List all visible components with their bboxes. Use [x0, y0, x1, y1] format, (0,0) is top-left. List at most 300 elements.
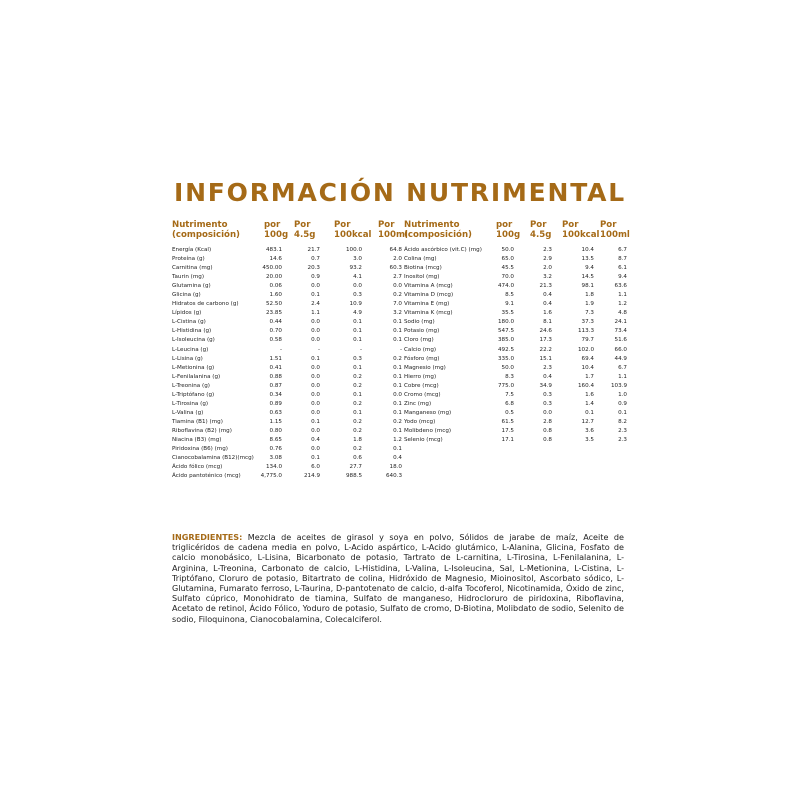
value-per-100ml: 640.3 [385, 473, 402, 480]
nutrient-name: Taurin (mg) [172, 274, 205, 281]
value-per-100kcal: 0.2 [353, 446, 362, 453]
value-per-4-5g: 0.3 [543, 391, 552, 398]
value-per-100ml: 0.1 [393, 319, 402, 326]
value-per-100ml: 0.1 [393, 382, 402, 389]
value-per-4-5g: 0.4 [543, 373, 552, 380]
table-row [404, 327, 629, 336]
table-row [404, 436, 629, 445]
value-per-100g: 1.60 [269, 292, 282, 299]
value-per-100kcal: 102.0 [577, 346, 594, 353]
value-per-100kcal: 1.7 [585, 373, 594, 380]
table-row [404, 246, 629, 255]
value-per-100kcal: 100.0 [345, 247, 362, 253]
table-row [172, 427, 404, 436]
value-per-100kcal: 4.9 [353, 310, 362, 317]
value-per-100kcal: 0.2 [353, 418, 362, 425]
value-per-100ml: 2.7 [393, 274, 402, 281]
value-per-100ml: 0.1 [618, 409, 627, 416]
value-per-100kcal: 13.5 [581, 256, 594, 263]
value-per-100kcal: 1.4 [585, 400, 594, 407]
value-per-100g: 775.0 [497, 382, 514, 389]
value-per-100g: 492.5 [497, 346, 514, 353]
value-per-100ml: 2.3 [618, 436, 627, 443]
value-per-100ml: 0.1 [393, 337, 402, 344]
value-per-100kcal: 0.1 [353, 328, 362, 335]
value-per-100ml: 66.0 [614, 346, 627, 353]
header-per-100kcal: Por 100kcal [334, 220, 372, 240]
nutrient-name: L-Cistina (g) [172, 319, 206, 326]
table-row [404, 391, 629, 400]
nutrition-table-left [172, 220, 408, 481]
value-per-4-5g: 0.0 [311, 409, 320, 416]
table-row [172, 355, 404, 364]
value-per-100ml: 0.0 [393, 391, 402, 398]
value-per-4-5g: 0.3 [543, 400, 552, 407]
nutrient-name: L-Metionina (g) [172, 364, 215, 371]
value-per-100g: 134.0 [265, 464, 282, 471]
value-per-100ml: 1.2 [393, 436, 402, 443]
value-per-4-5g: 0.4 [543, 292, 552, 299]
ingredients-text: Mezcla de aceites de girasol y soya en polvo, Sólidos de jarabe de maíz, Aceite de triglicéridos de cadena media en polvo, L-Acido aspártico, L-Acido glutámico, L-Alanina, Glicina, Fosfato de calcio monobásico, L-Lisina, Bicarbonato de potasio, Tartrato de L-carnitina, L-Tirosina, L-Fenilalanina, L-Arginina, L-Treonina, Carbonato de calcio, L-Histidina, L-Valina, L-Isoleucina, Sal, L-Metionina, L-Cistina, L-Triptófano, Cloruro de potasio, Bitartrato de colina, Hidróxido de Magnesio, Mioinositol, Ascorbato sódico, L-Glutamina, Fumarato ferroso, L-Taurina, D-pantotenato de calcio, d-alfa Tocoferol, Nicotinamida, Óxido de zinc, Sulfato cúprico, Monohidrato de tiamina, Sulfato de manganeso, Hidrocloruro de piridoxina, Riboflavina, Acetato de retinol, Ácido Fólico, Yoduro de potasio, Sulfato de cromo, D-Biotina, Molibdato de sodio, Selenito de sodio, Filoquinona, Cianocobalamina, Colecalciferol. [172, 532, 624, 624]
table-row [172, 309, 404, 318]
value-per-100g: 0.80 [269, 427, 282, 434]
value-per-100g: 6.8 [505, 400, 514, 407]
table-row [404, 364, 629, 373]
nutrient-name: Hidratos de carbono (g) [172, 301, 239, 308]
value-per-100kcal: 14.5 [581, 274, 594, 281]
value-per-100g: 547.5 [497, 328, 514, 335]
nutrient-name: Niacina (B3) (mg) [172, 436, 222, 443]
value-per-100kcal: 1.6 [585, 391, 594, 398]
value-per-100ml: 0.9 [618, 400, 627, 407]
value-per-100ml: 3.2 [393, 310, 402, 317]
value-per-100kcal: 0.0 [353, 283, 362, 290]
value-per-100ml: 73.4 [614, 328, 627, 335]
value-per-100g: 450.00 [262, 265, 282, 272]
table-row [404, 400, 629, 409]
nutrient-name: L-Tirosina (g) [172, 400, 209, 407]
value-per-4-5g: 0.8 [543, 427, 552, 434]
value-per-100g: 335.0 [497, 355, 514, 362]
value-per-4-5g: - [317, 346, 320, 353]
value-per-100g: 17.1 [501, 436, 514, 443]
nutrient-name: Sodio (mg) [404, 319, 435, 326]
value-per-100kcal: 0.1 [353, 337, 362, 344]
nutrient-name: Glutamina (g) [172, 283, 211, 290]
value-per-100kcal: 0.3 [353, 355, 362, 362]
header-per-4-5g: Por 4.5g [530, 220, 552, 240]
table-row [172, 282, 404, 291]
nutrient-name: L-Isoleucina (g) [172, 337, 215, 344]
value-per-4-5g: 2.4 [311, 301, 320, 308]
table-row [404, 318, 629, 327]
value-per-100g: 20.00 [265, 274, 282, 281]
value-per-4-5g: 0.0 [311, 364, 320, 371]
value-per-4-5g: 0.0 [311, 283, 320, 290]
value-per-100g: 70.0 [501, 274, 514, 281]
value-per-4-5g: 0.0 [311, 391, 320, 398]
value-per-100kcal: 0.2 [353, 427, 362, 434]
nutrient-name: L-Treonina (g) [172, 382, 210, 389]
value-per-100g: 483.1 [265, 247, 282, 253]
nutrient-name: Cloro (mg) [404, 337, 434, 344]
table-row [404, 346, 629, 355]
value-per-100kcal: 27.7 [349, 464, 362, 471]
table-row [404, 300, 629, 309]
value-per-4-5g: 1.6 [543, 310, 552, 317]
value-per-4-5g: 2.3 [543, 247, 552, 253]
value-per-4-5g: 214.9 [303, 473, 320, 480]
value-per-100kcal: 0.2 [353, 382, 362, 389]
value-per-100g: 35.5 [501, 310, 514, 317]
ingredients-paragraph [172, 532, 624, 624]
value-per-4-5g: 2.8 [543, 418, 552, 425]
value-per-100g: 8.5 [505, 292, 514, 299]
value-per-100ml: 9.4 [618, 274, 627, 281]
value-per-100kcal: 0.2 [353, 373, 362, 380]
value-per-100g: 180.0 [497, 319, 514, 326]
value-per-4-5g: 15.1 [539, 355, 552, 362]
value-per-100g: 0.34 [269, 391, 282, 398]
value-per-100g: 385.0 [497, 337, 514, 344]
value-per-100ml: 1.0 [618, 391, 627, 398]
nutrient-name: L-Histidina (g) [172, 328, 212, 335]
value-per-4-5g: 3.2 [543, 274, 552, 281]
value-per-100ml: 64.8 [389, 247, 402, 253]
value-per-100g: 0.88 [269, 373, 282, 380]
value-per-100ml: 24.1 [614, 319, 627, 326]
nutrient-name: L-Fenilalanina (g) [172, 373, 221, 380]
table-row [172, 454, 404, 463]
value-per-100g: 14.6 [269, 256, 282, 263]
table-row [172, 391, 404, 400]
value-per-4-5g: 34.9 [539, 382, 552, 389]
value-per-100ml: 8.2 [618, 418, 627, 425]
table-row [172, 327, 404, 336]
table-row [172, 291, 404, 300]
table-row [172, 318, 404, 327]
nutrient-name: L-Leucina (g) [172, 346, 209, 353]
table-row [172, 436, 404, 445]
nutrient-name: Lípidos (g) [172, 310, 202, 317]
table-row [172, 364, 404, 373]
value-per-100ml: - [399, 346, 402, 353]
value-per-4-5g: 0.0 [311, 446, 320, 453]
nutrient-name: Molibdeno (mcg) [404, 427, 452, 434]
value-per-100kcal: 0.1 [353, 391, 362, 398]
value-per-100kcal: 69.4 [581, 355, 594, 362]
value-per-100g: 3.08 [269, 455, 282, 462]
value-per-100ml: 1.2 [618, 301, 627, 308]
table-row [172, 463, 404, 472]
value-per-100ml: 0.0 [393, 283, 402, 290]
value-per-4-5g: 0.0 [311, 337, 320, 344]
value-per-4-5g: 0.1 [311, 292, 320, 299]
nutrient-name: Tiamina (B1) (mg) [172, 418, 223, 425]
value-per-100ml: 8.7 [618, 256, 627, 263]
value-per-100kcal: 98.1 [581, 283, 594, 290]
value-per-100kcal: 3.0 [353, 256, 362, 263]
header-nutrient: Nutrimento (composición) [404, 220, 472, 240]
table-row [404, 382, 629, 391]
table-row [404, 309, 629, 318]
value-per-100kcal: 0.6 [353, 455, 362, 462]
nutrient-name: Proteína (g) [172, 256, 205, 263]
nutrient-name: Riboflavina (B2) (mg) [172, 427, 232, 434]
table-row [172, 346, 404, 355]
value-per-4-5g: 0.0 [311, 427, 320, 434]
value-per-100g: 23.85 [265, 310, 282, 317]
table-row [404, 409, 629, 418]
table-row [172, 400, 404, 409]
value-per-100ml: 6.7 [618, 247, 627, 253]
nutrient-name: Ácido ascórbico (vit.C) (mg) [404, 247, 482, 253]
nutrient-name: L-Lisina (g) [172, 355, 203, 362]
value-per-100g: 65.0 [501, 256, 514, 263]
value-per-100kcal: 0.1 [353, 364, 362, 371]
header-per-100ml: Por 100ml [600, 220, 630, 240]
nutrient-name: Manganeso (mg) [404, 409, 452, 416]
value-per-100kcal: 3.6 [585, 427, 594, 434]
value-per-4-5g: 0.4 [543, 301, 552, 308]
value-per-100kcal: 0.1 [353, 319, 362, 326]
value-per-100ml: 60.3 [389, 265, 402, 272]
ingredients-label: INGREDIENTES: [172, 532, 243, 542]
value-per-100g: 1.51 [269, 355, 282, 362]
value-per-100kcal: 9.4 [585, 265, 594, 272]
nutrient-name: Fósforo (mg) [404, 355, 440, 362]
nutrient-name: Ácido pantoténico (mcg) [172, 473, 241, 480]
header-per-100ml: Por 100ml [378, 220, 408, 240]
value-per-4-5g: 0.1 [311, 355, 320, 362]
nutrition-table-right [404, 220, 629, 445]
value-per-4-5g: 0.0 [311, 373, 320, 380]
value-per-100g: 9.1 [505, 301, 514, 308]
value-per-100ml: 0.1 [393, 328, 402, 335]
table-row [172, 264, 404, 273]
value-per-100g: - [279, 346, 282, 353]
table-row [172, 472, 404, 481]
value-per-100ml: 103.9 [610, 382, 627, 389]
table-row [404, 255, 629, 264]
value-per-100g: 8.3 [505, 373, 514, 380]
value-per-100g: 0.5 [505, 409, 514, 416]
value-per-4-5g: 21.7 [307, 247, 320, 253]
value-per-100kcal: 1.8 [585, 292, 594, 299]
value-per-100ml: 2.3 [618, 427, 627, 434]
value-per-100ml: 6.7 [618, 364, 627, 371]
header-per-100g: por 100g [264, 220, 289, 240]
value-per-100ml: 0.1 [393, 373, 402, 380]
value-per-100kcal: - [359, 346, 362, 353]
value-per-4-5g: 0.9 [311, 274, 320, 281]
nutrient-name: Piridoxina (B6) (mg) [172, 446, 228, 453]
value-per-100kcal: 1.9 [585, 301, 594, 308]
table-row [172, 273, 404, 282]
nutrient-name: Vitamina A (mcg) [404, 283, 453, 290]
value-per-100ml: 6.1 [618, 265, 627, 272]
table-row [172, 246, 404, 255]
value-per-100kcal: 12.7 [581, 418, 594, 425]
value-per-100kcal: 113.3 [577, 328, 594, 335]
value-per-100g: 50.0 [501, 364, 514, 371]
value-per-100g: 0.58 [269, 337, 282, 344]
value-per-4-5g: 0.0 [311, 319, 320, 326]
nutrient-name: Potasio (mg) [404, 328, 440, 335]
table-row [404, 355, 629, 364]
table-row [172, 409, 404, 418]
value-per-100g: 7.5 [505, 391, 514, 398]
value-per-100kcal: 0.1 [353, 409, 362, 416]
table-row [172, 300, 404, 309]
nutrient-name: Vitamina K (mcg) [404, 310, 453, 317]
value-per-4-5g: 2.3 [543, 364, 552, 371]
nutrient-name: Cobre (mcg) [404, 382, 439, 389]
table-row [404, 427, 629, 436]
value-per-100ml: 7.0 [393, 301, 402, 308]
value-per-100kcal: 93.2 [349, 265, 362, 272]
value-per-100ml: 51.6 [614, 337, 627, 344]
value-per-4-5g: 2.0 [543, 265, 552, 272]
value-per-100kcal: 1.8 [353, 436, 362, 443]
value-per-4-5g: 0.1 [311, 418, 320, 425]
value-per-100kcal: 160.4 [577, 382, 594, 389]
value-per-4-5g: 8.1 [543, 319, 552, 326]
value-per-100g: 1.15 [269, 418, 282, 425]
header-per-4-5g: Por 4.5g [294, 220, 316, 240]
table-row [404, 291, 629, 300]
value-per-100ml: 0.4 [393, 455, 402, 462]
value-per-100g: 0.44 [269, 319, 282, 326]
nutrient-name: Glicina (g) [172, 292, 201, 299]
value-per-100ml: 63.6 [614, 283, 627, 290]
value-per-100kcal: 0.1 [585, 409, 594, 416]
nutrient-name: Zinc (mg) [404, 400, 432, 407]
value-per-100kcal: 10.4 [581, 364, 594, 371]
nutrient-name: L-Triptófano (g) [172, 391, 215, 398]
nutrient-name: Magnesio (mg) [404, 364, 446, 371]
value-per-4-5g: 0.0 [311, 328, 320, 335]
table-row [172, 445, 404, 454]
nutrient-name: Biotina (mcg) [404, 265, 442, 272]
value-per-100g: 61.5 [501, 418, 514, 425]
value-per-4-5g: 21.3 [539, 283, 552, 290]
value-per-100g: 0.63 [269, 409, 282, 416]
value-per-100kcal: 79.7 [581, 337, 594, 344]
nutrient-name: Colina (mg) [404, 256, 437, 263]
value-per-100ml: 4.8 [618, 310, 627, 317]
value-per-4-5g: 0.8 [543, 436, 552, 443]
value-per-100g: 45.5 [501, 265, 514, 272]
table-row [404, 282, 629, 291]
value-per-100ml: 0.1 [393, 364, 402, 371]
value-per-100ml: 1.1 [618, 373, 627, 380]
value-per-100ml: 18.0 [389, 464, 402, 471]
header-per-100g: por 100g [496, 220, 521, 240]
value-per-100g: 0.76 [269, 446, 282, 453]
value-per-4-5g: 0.4 [311, 436, 320, 443]
value-per-100kcal: 0.2 [353, 400, 362, 407]
nutrient-name: Hierro (mg) [404, 373, 437, 380]
header-per-100kcal: Por 100kcal [562, 220, 600, 240]
nutrient-name: L-Valina (g) [172, 409, 204, 416]
value-per-4-5g: 0.0 [311, 382, 320, 389]
value-per-100g: 50.0 [501, 247, 514, 253]
value-per-100g: 0.89 [269, 400, 282, 407]
nutrient-name: Vitamina D (mcg) [404, 292, 454, 299]
value-per-100g: 0.70 [269, 328, 282, 335]
value-per-100ml: 0.2 [393, 418, 402, 425]
nutrient-name: Cianocobalamina (B12)(mcg) [172, 455, 254, 462]
table-row [404, 336, 629, 345]
nutrient-name: Vitamina E (mg) [404, 301, 450, 308]
value-per-100ml: 0.1 [393, 427, 402, 434]
nutrient-name: Cromo (mcg) [404, 391, 441, 398]
nutrient-name: Calcio (mg) [404, 346, 437, 353]
value-per-4-5g: 0.1 [311, 455, 320, 462]
value-per-4-5g: 2.9 [543, 256, 552, 263]
value-per-100kcal: 37.3 [581, 319, 594, 326]
value-per-100ml: 44.9 [614, 355, 627, 362]
value-per-100g: 0.06 [269, 283, 282, 290]
value-per-100g: 4,775.0 [260, 473, 282, 480]
value-per-4-5g: 20.3 [307, 265, 320, 272]
nutrient-name: Carnitina (mg) [172, 265, 213, 272]
value-per-100ml: 0.2 [393, 292, 402, 299]
value-per-100ml: 0.1 [393, 446, 402, 453]
value-per-100g: 8.65 [269, 436, 282, 443]
value-per-100kcal: 10.9 [349, 301, 362, 308]
value-per-100ml: 2.0 [393, 256, 402, 263]
value-per-100kcal: 10.4 [581, 247, 594, 253]
value-per-4-5g: 0.7 [311, 256, 320, 263]
table-row [172, 336, 404, 345]
value-per-100g: 52.50 [265, 301, 282, 308]
value-per-100ml: 0.2 [393, 355, 402, 362]
value-per-4-5g: 17.3 [539, 337, 552, 344]
table-row [172, 373, 404, 382]
value-per-100kcal: 7.3 [585, 310, 594, 317]
value-per-100kcal: 4.1 [353, 274, 362, 281]
value-per-4-5g: 22.2 [539, 346, 552, 353]
nutrient-name: Energía (Kcal) [172, 247, 212, 253]
nutrient-name: Yodo (mcg) [404, 418, 436, 425]
value-per-4-5g: 0.0 [543, 409, 552, 416]
table-row [404, 273, 629, 282]
value-per-4-5g: 24.6 [539, 328, 552, 335]
table-row [404, 264, 629, 273]
value-per-100ml: 0.1 [393, 409, 402, 416]
value-per-100kcal: 3.5 [585, 436, 594, 443]
nutrient-name: Ácido fólico (mcg) [172, 464, 223, 471]
value-per-100g: 0.41 [269, 364, 282, 371]
table-row [172, 418, 404, 427]
nutrient-name: Selenio (mcg) [404, 436, 443, 443]
page-title: INFORMACIÓN NUTRIMENTAL [173, 178, 627, 207]
value-per-100g: 474.0 [497, 283, 514, 290]
table-row [404, 373, 629, 382]
table-row [172, 255, 404, 264]
header-nutrient: Nutrimento (composición) [172, 220, 240, 240]
table-row [404, 418, 629, 427]
value-per-4-5g: 1.1 [311, 310, 320, 317]
value-per-100kcal: 988.5 [345, 473, 362, 480]
value-per-4-5g: 6.0 [311, 464, 320, 471]
value-per-100ml: 0.1 [393, 400, 402, 407]
value-per-100kcal: 0.3 [353, 292, 362, 299]
table-row [172, 382, 404, 391]
nutrient-name: Inositol (mg) [404, 274, 440, 281]
